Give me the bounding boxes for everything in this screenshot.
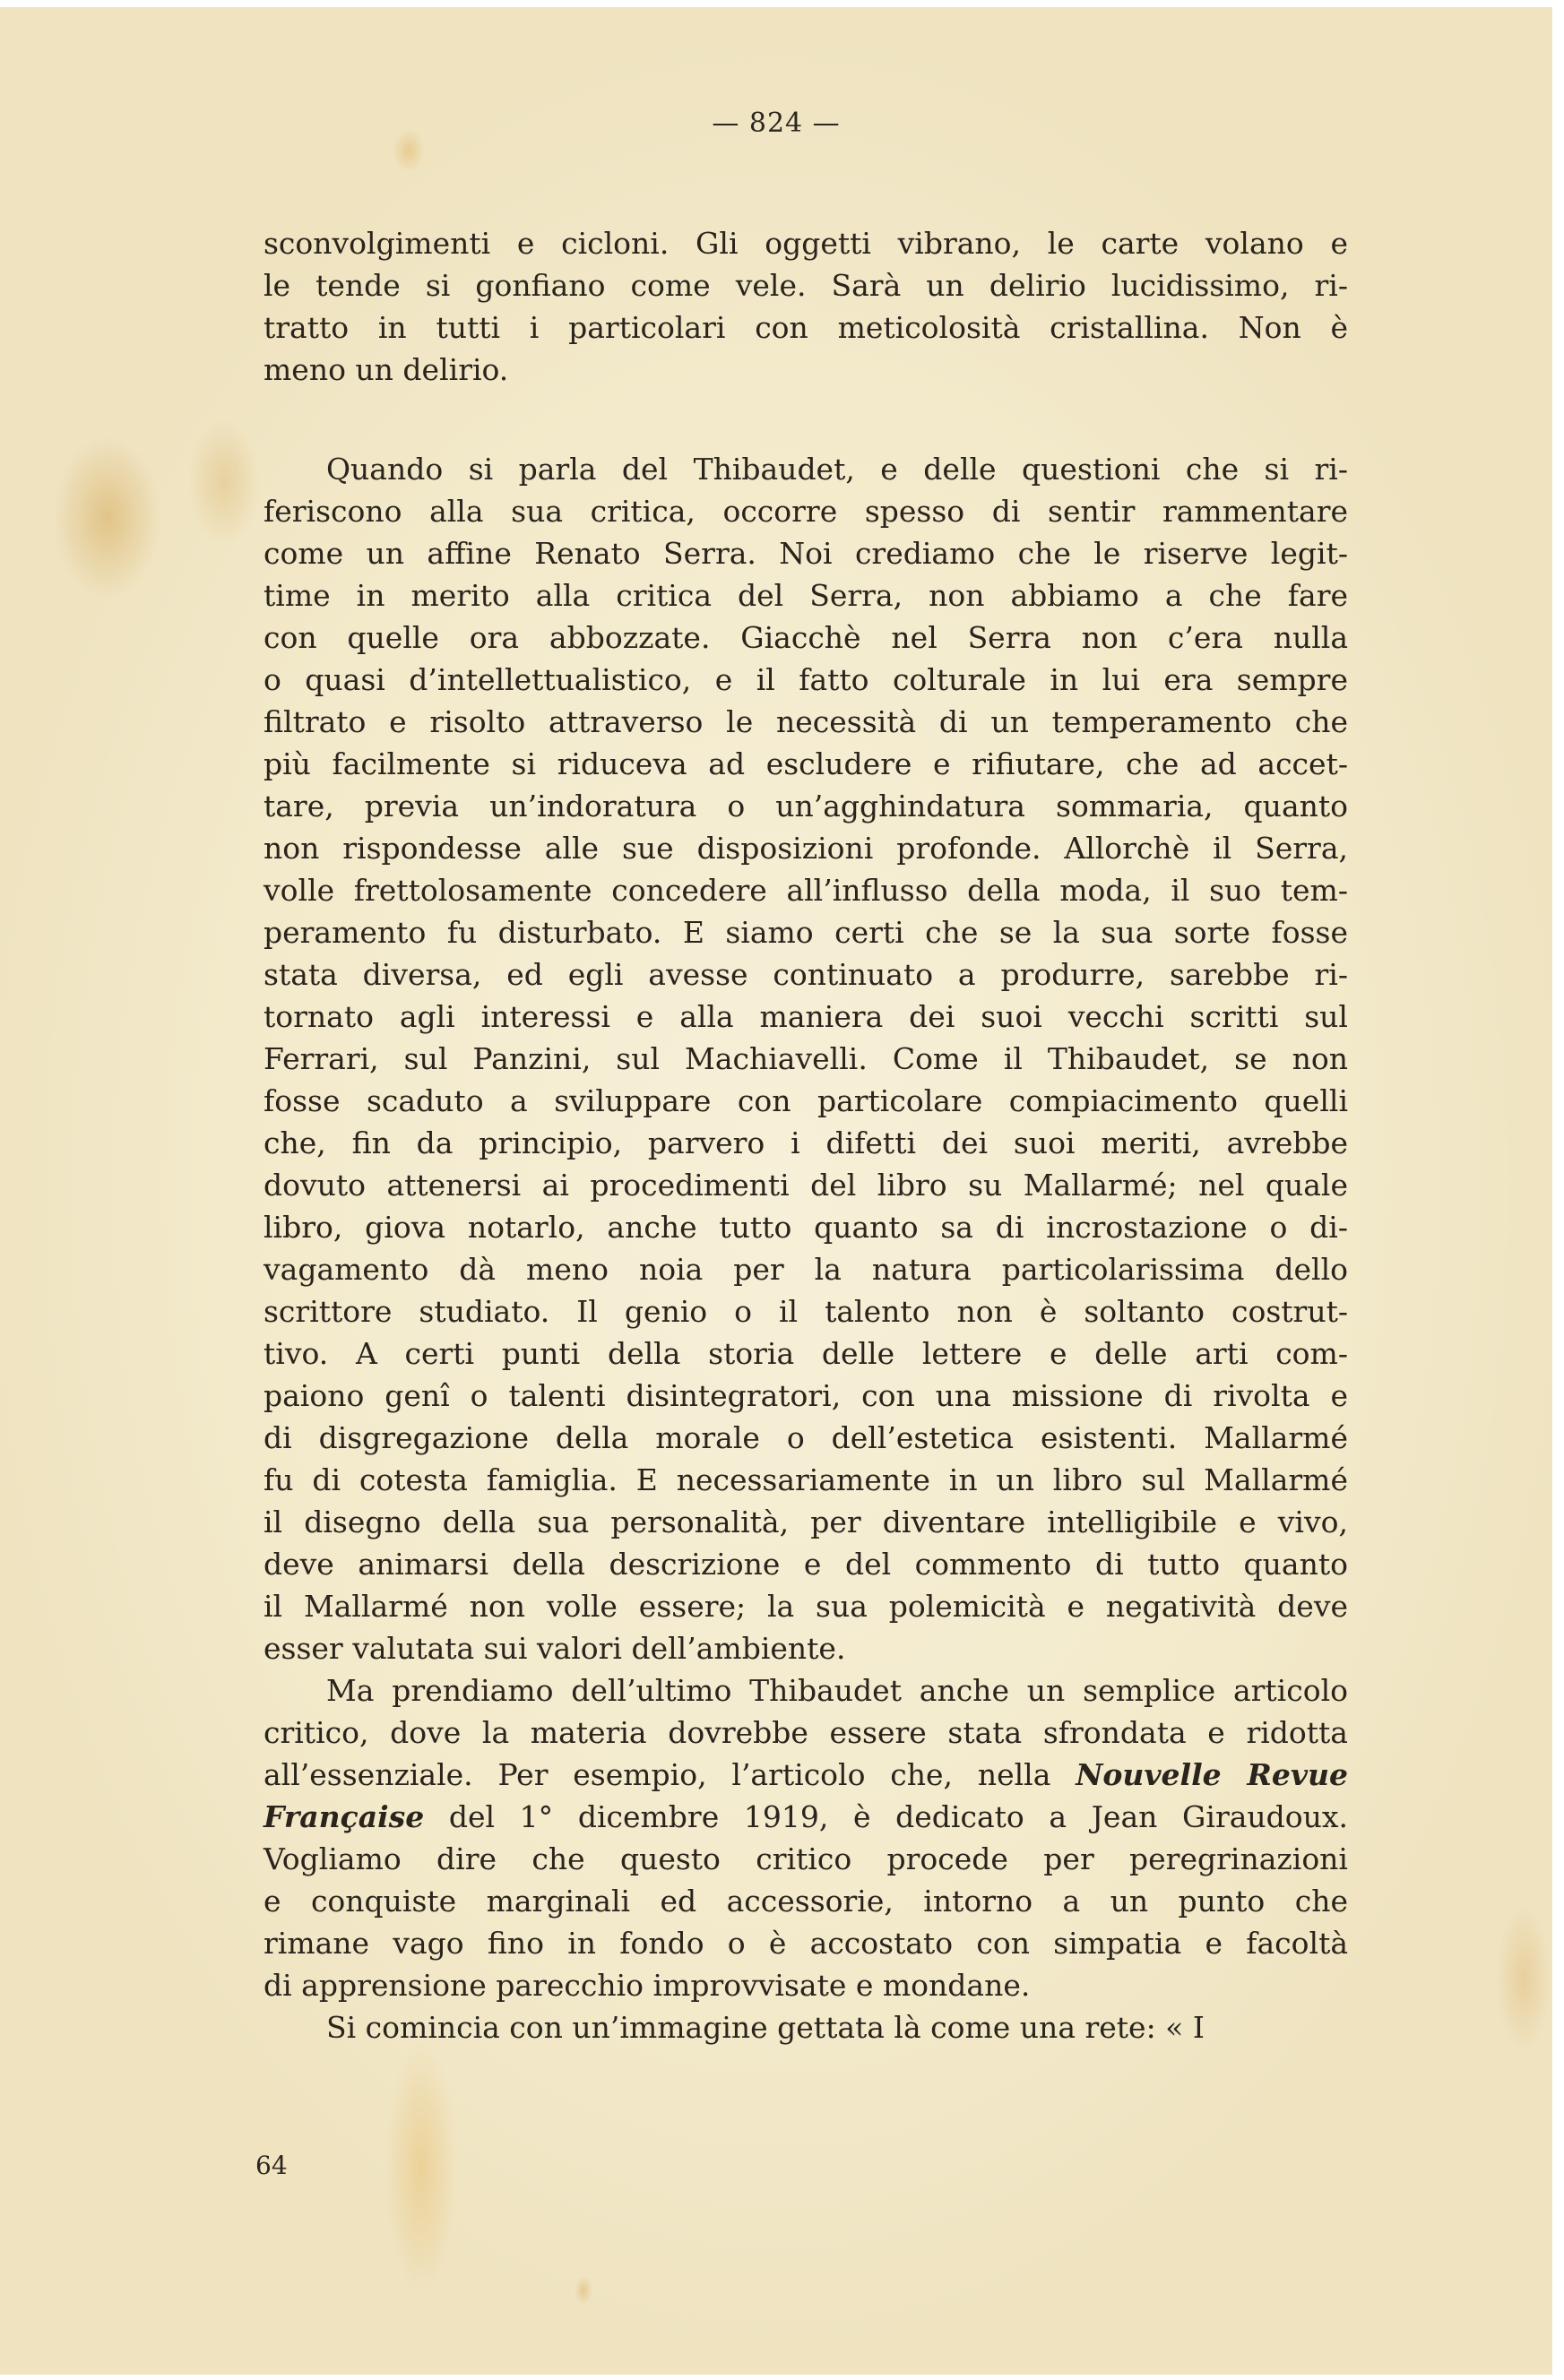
journal-title: Française <box>264 1799 425 1834</box>
paragraph <box>264 222 1348 391</box>
text-line: Ma prendiamo dell’ultimo Thibaudet anche un semplice articolo <box>326 1673 1348 1708</box>
text-line: scrittore studiato. Il genio o il talento non è soltanto costrut- <box>264 1294 1348 1329</box>
text-line: deve animarsi della descrizione e del commento di tutto quanto <box>264 1547 1348 1582</box>
text-line: meno un delirio. <box>264 352 509 387</box>
text-line: time in merito alla critica del Serra, non abbiamo a che fare <box>264 578 1348 613</box>
text-line: più facilmente si riduceva ad escludere e rifiutare, che ad accet- <box>264 746 1348 781</box>
paragraph <box>264 1669 1348 2006</box>
text-fragment: del 1° dicembre 1919, è dedicato a Jean Giraudoux. <box>448 1799 1348 1834</box>
text-line: fu di cotesta famiglia. E necessariamente in un libro sul Mallarmé <box>264 1462 1348 1497</box>
signature-mark: 64 <box>255 2151 288 2180</box>
text-line: le tende si gonfiano come vele. Sarà un delirio lucidissimo, ri- <box>264 268 1348 303</box>
text-line: e conquiste marginali ed accessorie, intorno a un punto che <box>264 1884 1348 1919</box>
text-line: tornato agli interessi e alla maniera dei suoi vecchi scritti sul <box>264 999 1348 1034</box>
journal-title: Nouvelle Revue <box>1076 1757 1348 1792</box>
text-line: con quelle ora abbozzate. Giacchè nel Serra non c’era nulla <box>264 620 1348 655</box>
text-line: feriscono alla sua critica, occorre spesso di sentir rammentare <box>264 494 1348 529</box>
paragraph-gap <box>264 391 1348 448</box>
text-line: Si comincia con un’immagine gettata là come una rete: « I <box>326 2010 1205 2045</box>
text-line: dovuto attenersi ai procedimenti del libro su Mallarmé; nel quale <box>264 1168 1348 1203</box>
body-text <box>264 222 1348 2048</box>
text-line: Vogliamo dire che questo critico procede per peregrinazioni <box>264 1841 1348 1876</box>
text-line: paiono genî o talenti disintegratori, con una missione di rivolta e <box>264 1378 1348 1413</box>
book-page <box>0 7 1552 2375</box>
text-line: Ferrari, sul Panzini, sul Machiavelli. Come il Thibaudet, se non <box>264 1041 1348 1076</box>
text-line: il Mallarmé non volle essere; la sua polemicità e negatività deve <box>264 1589 1348 1624</box>
text-line: vagamento dà meno noia per la natura particolarissima dello <box>264 1252 1348 1287</box>
text-line: di apprensione parecchio improvvisate e mondane. <box>264 1968 1031 2003</box>
text-line: critico, dove la materia dovrebbe essere stata sfrondata e ridotta <box>264 1715 1348 1750</box>
text-line: che, fin da principio, parvero i difetti dei suoi meriti, avrebbe <box>264 1125 1348 1160</box>
text-line: filtrato e risolto attraverso le necessità di un temperamento che <box>264 704 1348 739</box>
text-line: fosse scaduto a sviluppare con particolare compiacimento quelli <box>264 1083 1348 1118</box>
text-line: sconvolgimenti e cicloni. Gli oggetti vibrano, le carte volano e <box>264 226 1348 261</box>
text-line: il disegno della sua personalità, per diventare intelligibile e vivo, <box>264 1505 1348 1539</box>
text-line: libro, giova notarlo, anche tutto quanto sa di incrostazione o di- <box>264 1210 1348 1245</box>
text-fragment: all’essenziale. Per esempio, l’articolo che, nella <box>264 1757 1051 1792</box>
text-line: tare, previa un’indoratura o un’agghindatura sommaria, quanto <box>264 789 1348 824</box>
text-line: non rispondesse alle sue disposizioni profonde. Allorchè il Serra, <box>264 831 1348 866</box>
text-line: o quasi d’intellettualistico, e il fatto colturale in lui era sempre <box>264 662 1348 697</box>
text-line <box>264 1796 1348 1838</box>
paragraph <box>264 2006 1348 2048</box>
paragraph <box>264 448 1348 1669</box>
text-line: come un affine Renato Serra. Noi crediamo che le riserve legit- <box>264 536 1348 571</box>
text-line: tratto in tutti i particolari con meticolosità cristallina. Non è <box>264 310 1348 345</box>
text-line: stata diversa, ed egli avesse continuato a produrre, sarebbe ri- <box>264 957 1348 992</box>
text-line: Quando si parla del Thibaudet, e delle questioni che si ri- <box>326 452 1348 487</box>
text-line: rimane vago fino in fondo o è accostato con simpatia e facoltà <box>264 1926 1348 1961</box>
page-number: — 824 — <box>712 108 841 139</box>
text-line <box>264 1754 1348 1796</box>
text-line: volle frettolosamente concedere all’influsso della moda, il suo tem- <box>264 873 1348 908</box>
text-line: peramento fu disturbato. E siamo certi che se la sua sorte fosse <box>264 915 1348 950</box>
text-line: tivo. A certi punti della storia delle lettere e delle arti com- <box>264 1336 1348 1371</box>
text-line: di disgregazione della morale o dell’estetica esistenti. Mallarmé <box>264 1420 1348 1455</box>
text-line: esser valutata sui valori dell’ambiente. <box>264 1631 846 1666</box>
